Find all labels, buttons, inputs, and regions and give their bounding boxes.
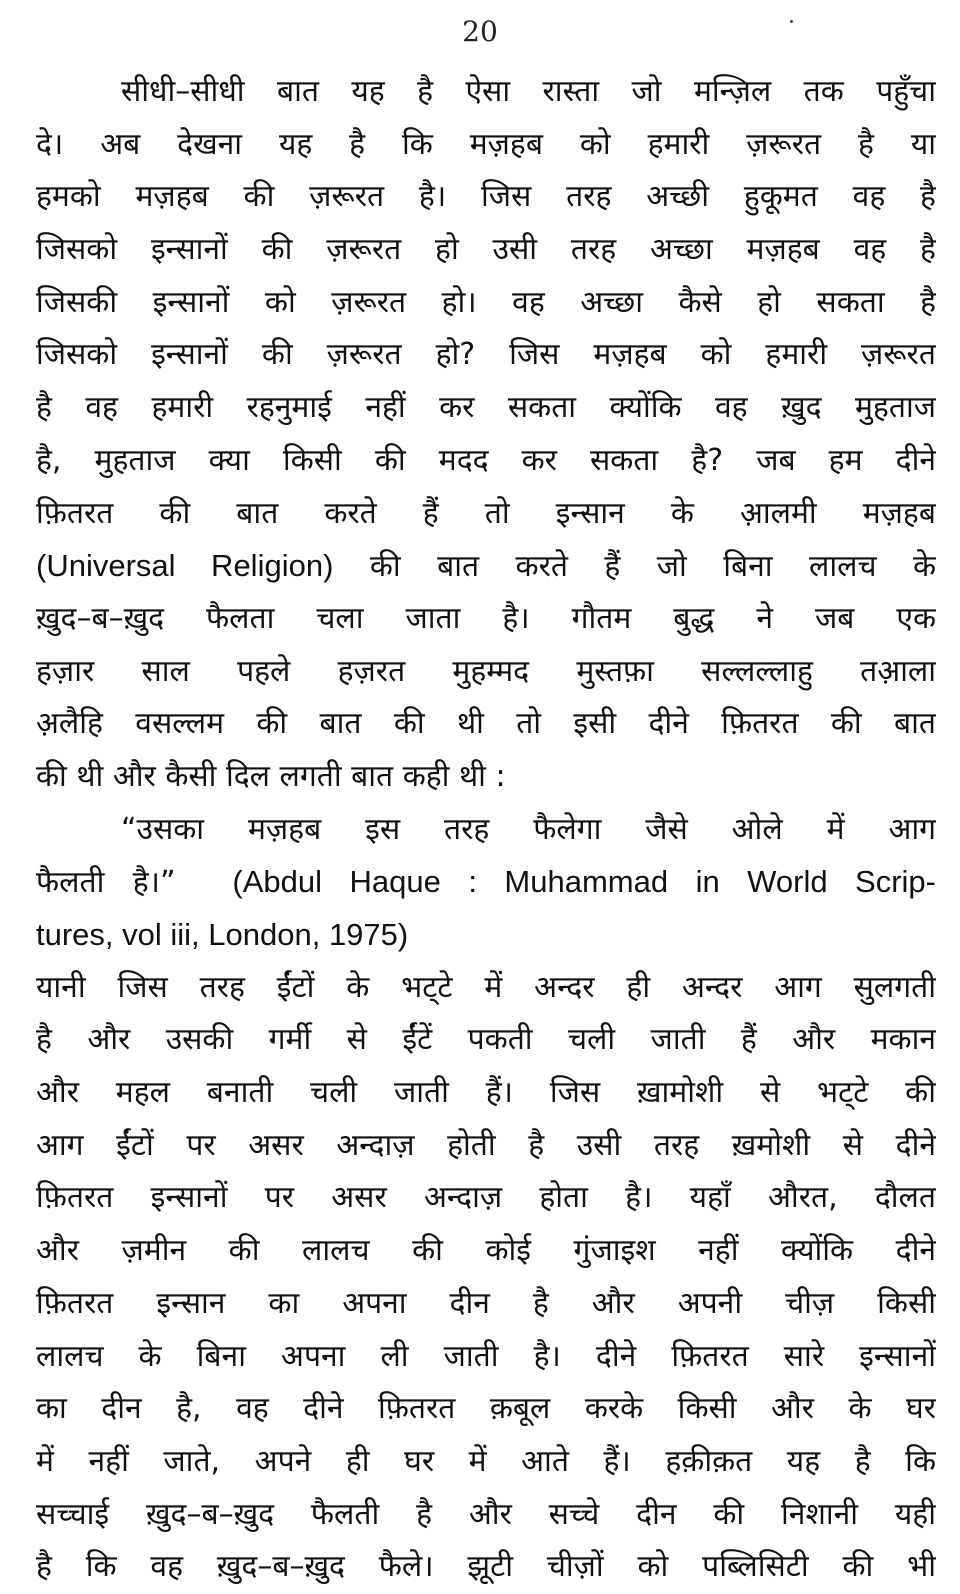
citation-continued: tures, vol iii, London, 1975) bbox=[36, 917, 409, 952]
text-line: लालच के बिना अपना ली जाती है। दीने फ़ितरत सारे इन्सानों bbox=[36, 1338, 936, 1374]
text-line: अ़लैहि वसल्लम की बात की थी तो इसी दीने फ़ितरत की बात bbox=[36, 706, 936, 742]
text-line: यानी जिस तरह ईंटों के भट्‌टे में अन्दर ही अन्दर आग सुलगती bbox=[36, 969, 936, 1005]
text-line: की थी और कैसी दिल लगती बात कही थी : bbox=[36, 758, 506, 794]
text-line: फ़ितरत इन्सानों पर असर अन्दाज़ होता है। यहाँ औरत, दौलत bbox=[36, 1180, 936, 1216]
text-line-mixed bbox=[36, 540, 936, 593]
text-line: है कि वह ख़ुद–ब–ख़ुद फैले। झूटी चीज़ों को पब्लिसिटी की भी bbox=[36, 1549, 936, 1585]
citation: (Abdul Haque : Muhammad in World Scrip- bbox=[232, 864, 936, 900]
universal-religion-term: (Universal Religion) bbox=[36, 548, 334, 584]
text-line: में नहीं जाते, अपने ही घर में आते हैं। हक़ीक़त यह है कि bbox=[36, 1443, 936, 1479]
text-line: दे। अब देखना यह है कि मज़हब को हमारी ज़रूरत है या bbox=[36, 126, 936, 162]
quote-line: “उसका मज़हब इस तरह फैलेगा जैसे ओले में आग bbox=[121, 811, 936, 847]
text-line: सीधी–सीधी बात यह है ऐसा रास्ता जो मन्ज़िल तक पहुँचा bbox=[121, 74, 936, 109]
body-text bbox=[36, 66, 936, 1594]
text-line: हज़ार साल पहले हज़रत मुहम्मद मुस्तफ़ा सल्लल्लाहु तआ़ला bbox=[36, 653, 936, 689]
text-line-rest: की बात करते हैं जो बिना लालच के bbox=[369, 549, 936, 585]
text-line: जिसको इन्सानों की ज़रूरत हो? जिस मज़हब को हमारी ज़रूरत bbox=[36, 337, 936, 373]
text-line: आग ईंटों पर असर अन्दाज़ होती है उसी तरह ख़मोशी से दीने bbox=[36, 1127, 936, 1163]
text-line: और ज़मीन की लालच की कोई गुंजाइश नहीं क्योंकि दीने bbox=[36, 1233, 936, 1269]
text-line: जिसको इन्सानों की ज़रूरत हो उसी तरह अच्छा मज़हब वह है bbox=[36, 232, 936, 268]
text-line: ख़ुद–ब–ख़ुद फैलता चला जाता है। गौतम बुद्ध ने जब एक bbox=[36, 600, 936, 636]
text-line: और महल बनाती चली जाती हैं। जिस ख़ामोशी से भट्‌टे की bbox=[36, 1075, 936, 1111]
text-line: का दीन है, वह दीने फ़ितरत क़बूल करके किसी और के घर bbox=[36, 1391, 936, 1427]
quote-end: फैलती है।” bbox=[36, 865, 176, 901]
page-number: 20 bbox=[462, 15, 498, 48]
text-line: है, मुहताज क्या किसी की मदद कर सकता है? जब हम दीने bbox=[36, 442, 936, 478]
scan-speck bbox=[790, 20, 793, 23]
quote-line-citation bbox=[36, 856, 936, 909]
text-line: सच्चाई ख़ुद–ब–ख़ुद फैलती है और सच्चे दीन की निशानी यही bbox=[36, 1496, 936, 1532]
text-line: है और उसकी गर्मी से ईंटें पकती चली जाती हैं और मकान bbox=[36, 1022, 936, 1058]
text-line: हमको मज़हब की ज़रूरत है। जिस तरह अच्छी हुकूमत वह है bbox=[36, 179, 936, 215]
text-line: जिसकी इन्सानों को ज़रूरत हो। वह अच्छा कैसे हो सकता है bbox=[36, 284, 936, 320]
text-line: फ़ितरत की बात करते हैं तो इन्सान के आ़लमी मज़हब bbox=[36, 495, 936, 531]
text-line: है वह हमारी रहनुमाई नहीं कर सकता क्योंकि वह ख़ुद मुहताज bbox=[36, 390, 936, 426]
text-line: फ़ितरत इन्सान का अपना दीन है और अपनी चीज़ किसी bbox=[36, 1285, 936, 1321]
